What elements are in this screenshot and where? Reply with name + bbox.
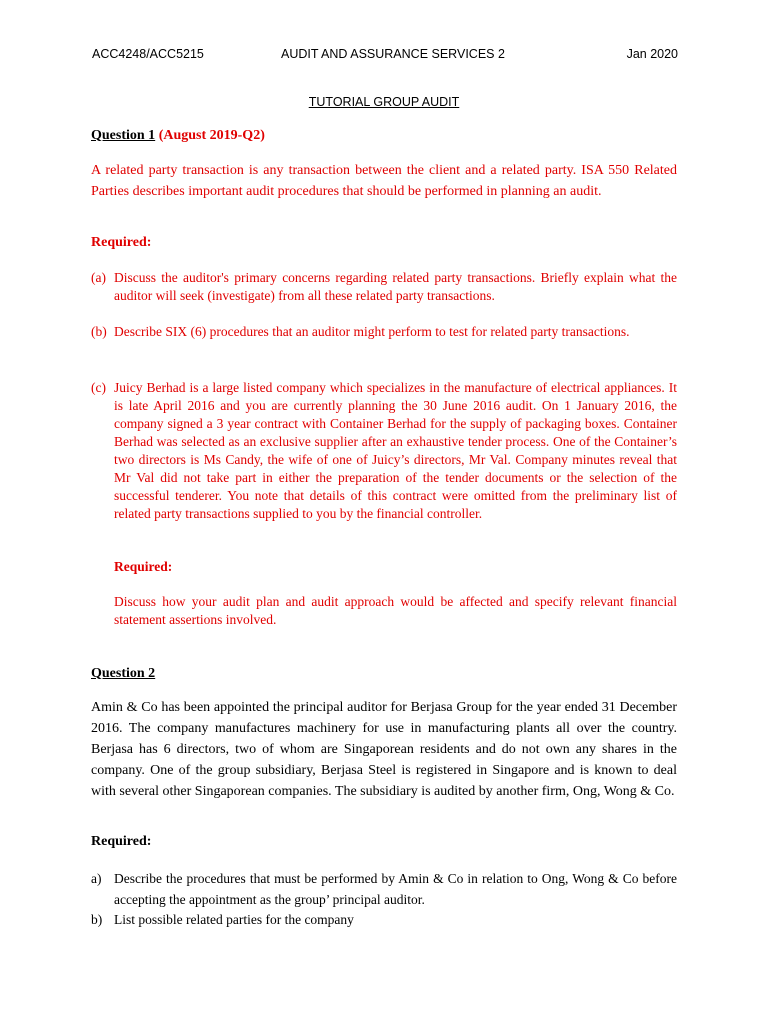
question-2-intro: Amin & Co has been appointed the principal auditor for Berjasa Group for the year ended 31 December 2016. The company manufactures machinery for use in manufacturing plants all over the country. Berjasa has 6 directors, two of whom are Singaporean residents and do not own any shares in the company. One of the group subsidiary, Berjasa Steel is registered in Singapore and is known to deal with several other Singaporean companies. The subsidiary is audited by another firm, Ong, Wong & Co. bbox=[91, 700, 677, 799]
course-title: AUDIT AND ASSURANCE SERVICES 2 bbox=[281, 47, 505, 61]
item-label: (c) bbox=[91, 380, 106, 395]
header-date: Jan 2020 bbox=[626, 47, 678, 61]
item-text: Juicy Berhad is a large listed company which specializes in the manufacture of electrical appliances. It is late April 2016 and you are currently planning the 30 June 2016 audit. On 1 January 2016, the company signed a 3 year contract with Container Berhad for the supply of packaging boxes. Container Berhad was selected as an exclusive supplier after an exhaustive tender process. One of the Container’s two directors is Ms Candy, the wife of one of Juicy’s directors, Mr Val. Company minutes reveal that Mr Val did not take part in either the preparation of the tender documents or the selection of the successful tenderer. You note that details of this contract were omitted from the preliminary list of related party transactions supplied to you by the financial controller. bbox=[114, 380, 677, 521]
page-title: TUTORIAL GROUP AUDIT bbox=[308, 95, 460, 109]
item-label: (b) bbox=[91, 324, 107, 339]
question-1-label: Question 1 bbox=[91, 128, 156, 143]
question-2-item-a bbox=[91, 868, 677, 910]
page-header bbox=[92, 47, 678, 67]
question-1-item-b bbox=[91, 323, 677, 341]
item-text: Describe SIX (6) procedures that an auditor might perform to test for related party transactions. bbox=[114, 324, 630, 339]
question-2-label: Question 2 bbox=[91, 666, 156, 681]
question-1c-required: Required: bbox=[114, 559, 173, 574]
item-label: a) bbox=[91, 871, 102, 886]
question-1-heading bbox=[91, 128, 677, 144]
question-1-intro: A related party transaction is any transaction between the client and a related party. ISA 550 Related Parties describes important audit procedures that should be performed in planning an audit. bbox=[91, 163, 677, 199]
question-2-heading bbox=[91, 666, 677, 682]
question-2-required: Required: bbox=[91, 834, 152, 849]
question-1-item-a bbox=[91, 269, 677, 305]
item-label: (a) bbox=[91, 270, 106, 285]
question-2-item-b bbox=[91, 909, 677, 930]
question-1c-task: Discuss how your audit plan and audit approach would be affected and specify relevant financial statement assertions involved. bbox=[114, 594, 677, 627]
item-text: Discuss the auditor's primary concerns regarding related party transactions. Briefly explain what the auditor will seek (investigate) from all these related party transactions. bbox=[114, 270, 677, 303]
course-code: ACC4248/ACC5215 bbox=[92, 47, 204, 61]
question-1-required: Required: bbox=[91, 235, 152, 250]
item-text: List possible related parties for the company bbox=[114, 912, 354, 927]
item-label: b) bbox=[91, 912, 103, 927]
question-1-item-c bbox=[91, 379, 677, 523]
item-text: Describe the procedures that must be performed by Amin & Co in relation to Ong, Wong & Co before accepting the appointment as the group’ principal auditor. bbox=[114, 871, 677, 907]
question-1-source: (August 2019-Q2) bbox=[158, 128, 265, 143]
